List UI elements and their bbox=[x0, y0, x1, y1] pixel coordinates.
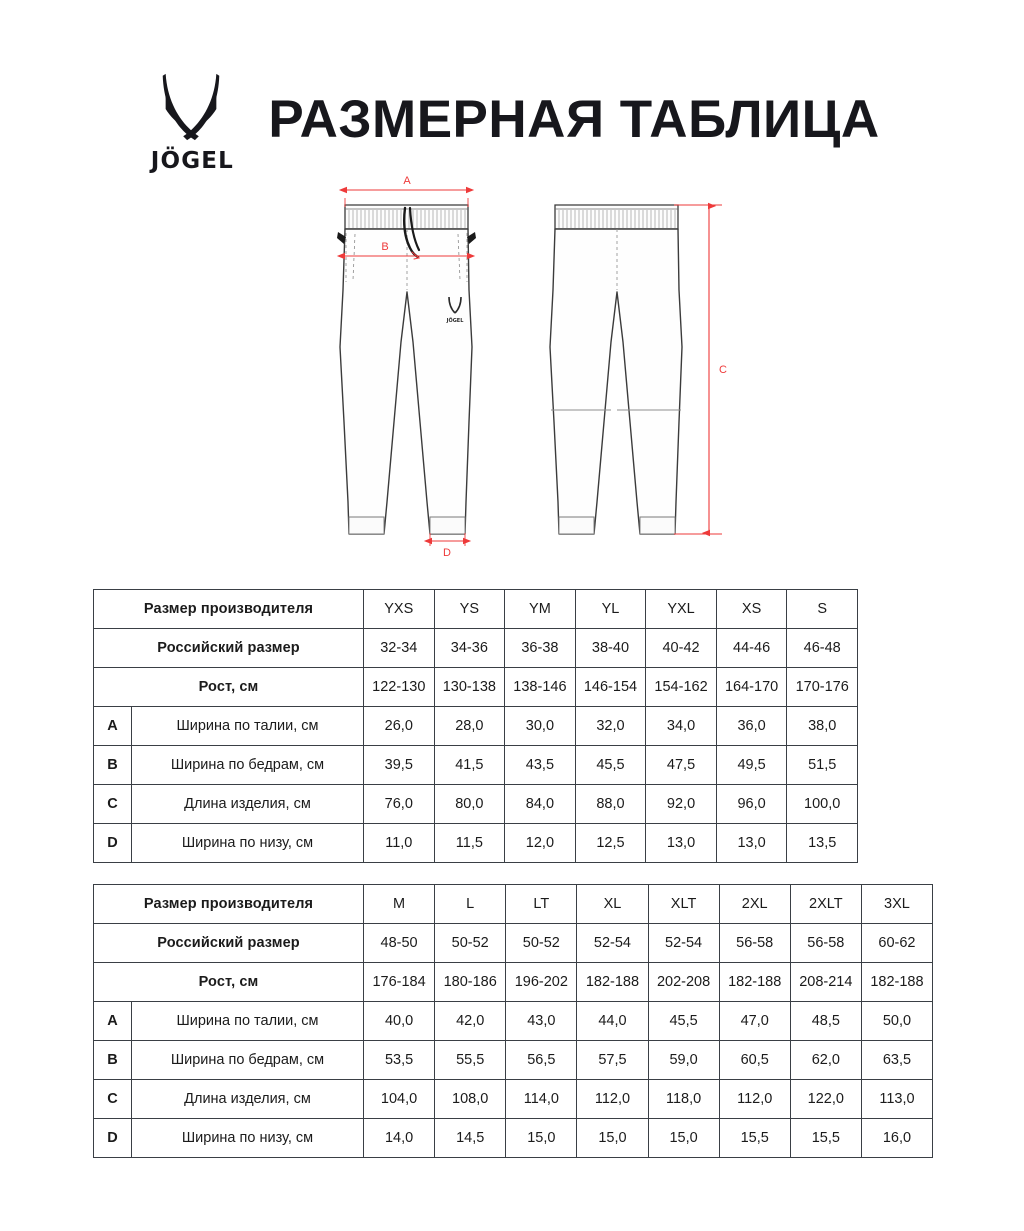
table-row-a bbox=[94, 1002, 933, 1041]
size-head: XL bbox=[577, 885, 648, 924]
table-cell: 56,5 bbox=[506, 1041, 577, 1080]
measure-desc-d: Ширина по низу, см bbox=[132, 1119, 364, 1158]
measure-desc-b: Ширина по бедрам, см bbox=[132, 746, 364, 785]
table-cell: 13,5 bbox=[787, 824, 858, 863]
table-cell: 114,0 bbox=[506, 1080, 577, 1119]
table-cell: 11,5 bbox=[434, 824, 505, 863]
brand-wordmark: JÖGEL bbox=[150, 148, 235, 174]
table-cell: 52-54 bbox=[577, 924, 648, 963]
table-cell: 170-176 bbox=[787, 668, 858, 707]
table-cell: 52-54 bbox=[648, 924, 719, 963]
measure-letter-c: C bbox=[94, 1080, 132, 1119]
row-label-height: Рост, см bbox=[94, 668, 364, 707]
table-row-c bbox=[94, 785, 858, 824]
table-cell: 112,0 bbox=[719, 1080, 790, 1119]
measure-desc-c: Длина изделия, см bbox=[132, 785, 364, 824]
row-label-height: Рост, см bbox=[94, 963, 364, 1002]
table-cell: 48,5 bbox=[790, 1002, 861, 1041]
table-cell: 118,0 bbox=[648, 1080, 719, 1119]
table-cell: 164-170 bbox=[716, 668, 787, 707]
table-cell: 15,0 bbox=[577, 1119, 648, 1158]
table-cell: 108,0 bbox=[435, 1080, 506, 1119]
table-row-b bbox=[94, 1041, 933, 1080]
table-cell: 13,0 bbox=[646, 824, 717, 863]
table-cell: 146-154 bbox=[575, 668, 646, 707]
table-cell: 11,0 bbox=[364, 824, 435, 863]
table-cell: 50-52 bbox=[506, 924, 577, 963]
table-cell: 34-36 bbox=[434, 629, 505, 668]
table-row-a bbox=[94, 707, 858, 746]
table-cell: 36-38 bbox=[505, 629, 576, 668]
row-label-russian-size: Российский размер bbox=[94, 629, 364, 668]
measure-letter-a: A bbox=[94, 707, 132, 746]
table-cell: 36,0 bbox=[716, 707, 787, 746]
table-cell: 60-62 bbox=[861, 924, 932, 963]
size-head: L bbox=[435, 885, 506, 924]
table-cell: 138-146 bbox=[505, 668, 576, 707]
table-row-c bbox=[94, 1080, 933, 1119]
table-cell: 15,0 bbox=[506, 1119, 577, 1158]
size-table-adult bbox=[93, 884, 933, 1158]
size-head: 3XL bbox=[861, 885, 932, 924]
table-row-height bbox=[94, 963, 933, 1002]
table-cell: 12,0 bbox=[505, 824, 576, 863]
table-cell: 59,0 bbox=[648, 1041, 719, 1080]
table-cell: 42,0 bbox=[435, 1002, 506, 1041]
table-cell: 43,0 bbox=[506, 1002, 577, 1041]
table-cell: 104,0 bbox=[364, 1080, 435, 1119]
size-head: M bbox=[364, 885, 435, 924]
size-table-youth bbox=[93, 589, 858, 863]
table-cell: 39,5 bbox=[364, 746, 435, 785]
table-cell: 154-162 bbox=[646, 668, 717, 707]
table-cell: 49,5 bbox=[716, 746, 787, 785]
table-cell: 32,0 bbox=[575, 707, 646, 746]
table-cell: 15,5 bbox=[790, 1119, 861, 1158]
table-cell: 53,5 bbox=[364, 1041, 435, 1080]
brand-logo bbox=[144, 68, 240, 176]
table-cell: 56-58 bbox=[719, 924, 790, 963]
table-cell: 202-208 bbox=[648, 963, 719, 1002]
measure-desc-b: Ширина по бедрам, см bbox=[132, 1041, 364, 1080]
table-cell: 47,0 bbox=[719, 1002, 790, 1041]
table-cell: 50,0 bbox=[861, 1002, 932, 1041]
table-cell: 176-184 bbox=[364, 963, 435, 1002]
measure-letter-b: B bbox=[94, 746, 132, 785]
dimension-d bbox=[430, 533, 465, 559]
dimension-a-label: A bbox=[403, 175, 411, 187]
table-cell: 60,5 bbox=[719, 1041, 790, 1080]
dimension-c-label: C bbox=[719, 364, 727, 376]
size-head: YM bbox=[505, 590, 576, 629]
size-head: YXL bbox=[646, 590, 717, 629]
table-cell: 26,0 bbox=[364, 707, 435, 746]
table-cell: 47,5 bbox=[646, 746, 717, 785]
table-cell: 63,5 bbox=[861, 1041, 932, 1080]
table-cell: 40-42 bbox=[646, 629, 717, 668]
table-cell: 41,5 bbox=[434, 746, 505, 785]
measure-letter-d: D bbox=[94, 1119, 132, 1158]
table-row-manufacturer-size bbox=[94, 590, 858, 629]
table-cell: 32-34 bbox=[364, 629, 435, 668]
table-cell: 45,5 bbox=[575, 746, 646, 785]
table-cell: 55,5 bbox=[435, 1041, 506, 1080]
table-cell: 48-50 bbox=[364, 924, 435, 963]
table-cell: 38,0 bbox=[787, 707, 858, 746]
table-row-b bbox=[94, 746, 858, 785]
table-cell: 122-130 bbox=[364, 668, 435, 707]
table-cell: 44,0 bbox=[577, 1002, 648, 1041]
pants-front-view bbox=[337, 205, 476, 534]
table-cell: 57,5 bbox=[577, 1041, 648, 1080]
dimension-d-label: D bbox=[443, 547, 451, 559]
table-cell: 92,0 bbox=[646, 785, 717, 824]
table-row-height bbox=[94, 668, 858, 707]
table-row-russian-size bbox=[94, 629, 858, 668]
table-cell: 46-48 bbox=[787, 629, 858, 668]
table-cell: 38-40 bbox=[575, 629, 646, 668]
page-title: РАЗМЕРНАЯ ТАБЛИЦА bbox=[268, 89, 880, 149]
table-cell: 34,0 bbox=[646, 707, 717, 746]
table-row-d bbox=[94, 1119, 933, 1158]
table-cell: 16,0 bbox=[861, 1119, 932, 1158]
size-head: XS bbox=[716, 590, 787, 629]
size-head: YL bbox=[575, 590, 646, 629]
table-row-d bbox=[94, 824, 858, 863]
size-head: XLT bbox=[648, 885, 719, 924]
table-cell: 50-52 bbox=[435, 924, 506, 963]
size-head: S bbox=[787, 590, 858, 629]
page-header bbox=[0, 62, 1024, 182]
table-cell: 14,5 bbox=[435, 1119, 506, 1158]
table-cell: 130-138 bbox=[434, 668, 505, 707]
measure-letter-b: B bbox=[94, 1041, 132, 1080]
measure-desc-a: Ширина по талии, см bbox=[132, 707, 364, 746]
table-cell: 12,5 bbox=[575, 824, 646, 863]
table-cell: 180-186 bbox=[435, 963, 506, 1002]
row-label-russian-size: Российский размер bbox=[94, 924, 364, 963]
table-cell: 122,0 bbox=[790, 1080, 861, 1119]
table-cell: 30,0 bbox=[505, 707, 576, 746]
svg-text:JÖGEL: JÖGEL bbox=[446, 318, 464, 324]
table-cell: 208-214 bbox=[790, 963, 861, 1002]
table-cell: 112,0 bbox=[577, 1080, 648, 1119]
table-cell: 84,0 bbox=[505, 785, 576, 824]
row-label-manufacturer-size: Размер производителя bbox=[94, 590, 364, 629]
table-cell: 196-202 bbox=[506, 963, 577, 1002]
table-cell: 28,0 bbox=[434, 707, 505, 746]
table-cell: 45,5 bbox=[648, 1002, 719, 1041]
table-cell: 88,0 bbox=[575, 785, 646, 824]
table-cell: 56-58 bbox=[790, 924, 861, 963]
table-cell: 182-188 bbox=[861, 963, 932, 1002]
garment-technical-drawing bbox=[322, 172, 742, 572]
table-cell: 44-46 bbox=[716, 629, 787, 668]
measure-letter-c: C bbox=[94, 785, 132, 824]
table-cell: 62,0 bbox=[790, 1041, 861, 1080]
table-row-russian-size bbox=[94, 924, 933, 963]
table-cell: 43,5 bbox=[505, 746, 576, 785]
table-cell: 100,0 bbox=[787, 785, 858, 824]
table-cell: 15,0 bbox=[648, 1119, 719, 1158]
dimension-a bbox=[345, 175, 468, 207]
table-cell: 113,0 bbox=[861, 1080, 932, 1119]
measure-desc-d: Ширина по низу, см bbox=[132, 824, 364, 863]
table-cell: 14,0 bbox=[364, 1119, 435, 1158]
size-head: 2XL bbox=[719, 885, 790, 924]
table-cell: 96,0 bbox=[716, 785, 787, 824]
table-cell: 76,0 bbox=[364, 785, 435, 824]
jogel-v-logo-icon bbox=[152, 68, 230, 146]
dimension-c bbox=[674, 205, 727, 534]
size-head: LT bbox=[506, 885, 577, 924]
table-cell: 182-188 bbox=[719, 963, 790, 1002]
pants-back-view bbox=[550, 205, 682, 534]
measure-letter-a: A bbox=[94, 1002, 132, 1041]
size-head: 2XLT bbox=[790, 885, 861, 924]
measure-desc-a: Ширина по талии, см bbox=[132, 1002, 364, 1041]
table-cell: 51,5 bbox=[787, 746, 858, 785]
size-head: YS bbox=[434, 590, 505, 629]
table-cell: 80,0 bbox=[434, 785, 505, 824]
table-cell: 15,5 bbox=[719, 1119, 790, 1158]
dimension-b-label: B bbox=[381, 241, 389, 253]
table-row-manufacturer-size bbox=[94, 885, 933, 924]
table-cell: 182-188 bbox=[577, 963, 648, 1002]
measure-desc-c: Длина изделия, см bbox=[132, 1080, 364, 1119]
size-head: YXS bbox=[364, 590, 435, 629]
measure-letter-d: D bbox=[94, 824, 132, 863]
table-cell: 13,0 bbox=[716, 824, 787, 863]
row-label-manufacturer-size: Размер производителя bbox=[94, 885, 364, 924]
table-cell: 40,0 bbox=[364, 1002, 435, 1041]
